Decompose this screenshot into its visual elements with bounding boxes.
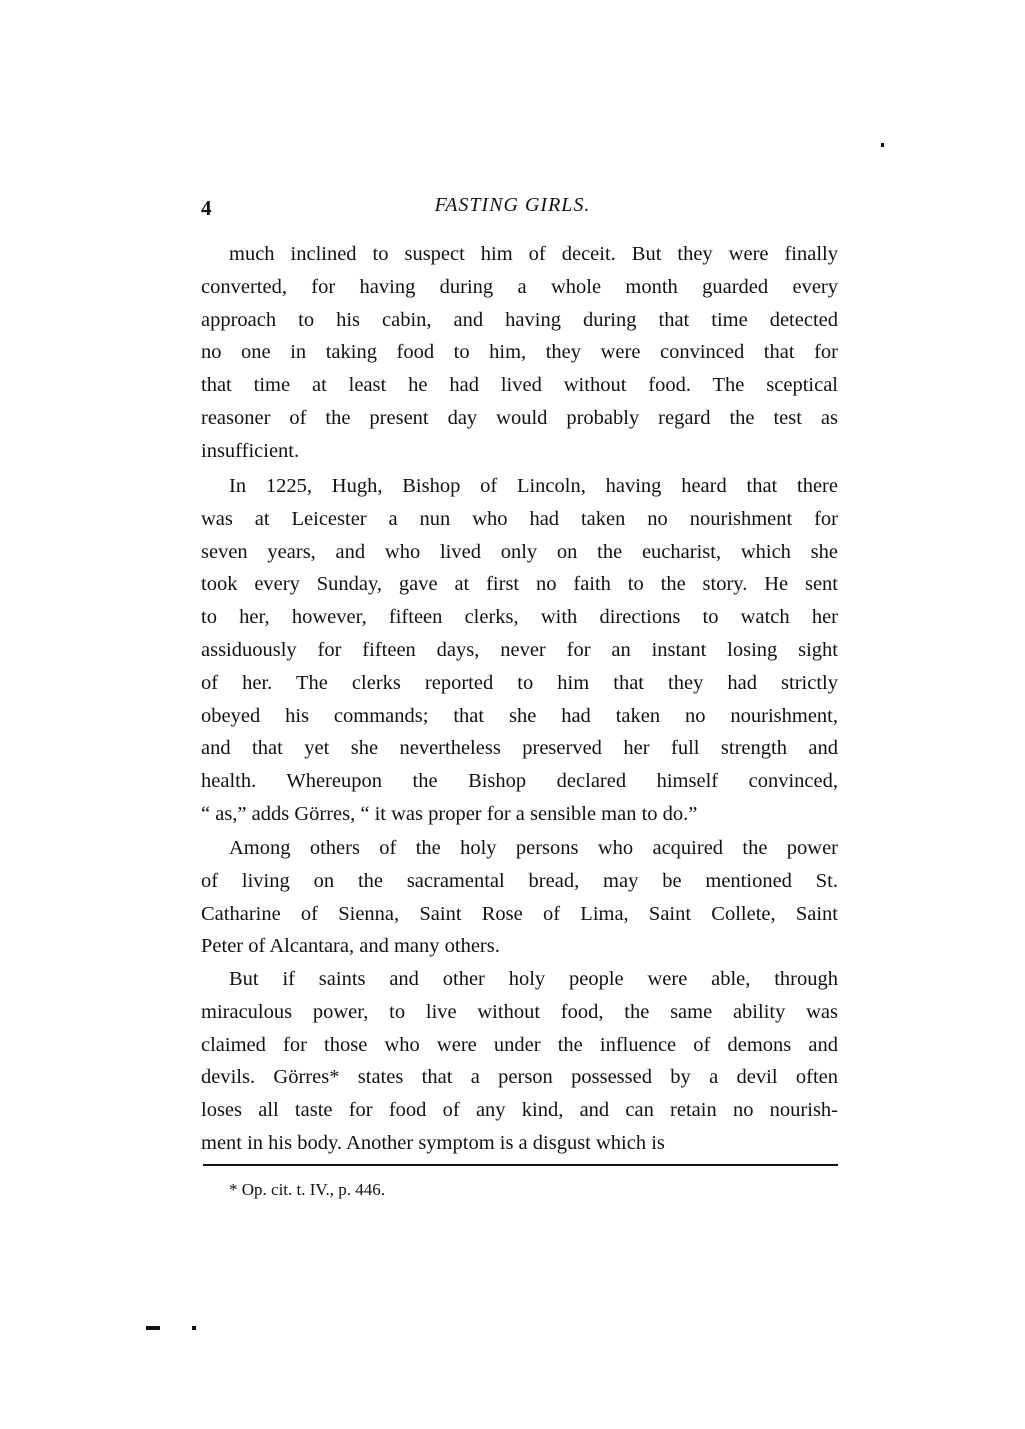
text-line: of living on the sacramental bread, may be mentioned St. — [201, 869, 838, 892]
text-line: converted, for having during a whole month guarded every — [201, 275, 838, 298]
scan-speck — [146, 1326, 160, 1330]
text-line: approach to his cabin, and having during that time detected — [201, 308, 838, 331]
running-title: FASTING GIRLS. — [434, 194, 591, 216]
text-line: that time at least he had lived without food. The sceptical — [201, 374, 838, 397]
text-line: seven years, and who lived only on the eucharist, which she — [201, 540, 838, 563]
text-line: no one in taking food to him, they were convinced that for — [201, 341, 838, 364]
text-line: In 1225, Hugh, Bishop of Lincoln, having heard that there — [229, 475, 838, 497]
text-line: Peter of Alcantara, and many others. — [201, 935, 500, 958]
text-line: loses all taste for food of any kind, and can retain no nourish- — [201, 1099, 838, 1122]
text-line: Among others of the holy persons who acquired the power — [229, 837, 838, 859]
text-line: assiduously for fifteen days, never for an instant losing sight — [201, 639, 838, 661]
text-line: claimed for those who were under the influence of demons and — [201, 1033, 838, 1056]
text-line: took every Sunday, gave at first no faith to the story. He sent — [201, 573, 838, 596]
text-line: insufficient. — [201, 439, 300, 462]
page-number: 4 — [201, 196, 212, 220]
text-line: health. Whereupon the Bishop declared himself convinced, — [201, 770, 838, 793]
footnote-divider — [203, 1164, 838, 1166]
footnote: * Op. cit. t. IV., p. 446. — [229, 1180, 385, 1199]
scan-speck — [881, 143, 884, 147]
scan-speck — [192, 1326, 196, 1330]
text-line: to her, however, fifteen clerks, with directions to watch her — [201, 606, 838, 629]
text-line: much inclined to suspect him of deceit. But they were finally — [229, 243, 838, 265]
text-line: miraculous power, to live without food, the same ability was — [201, 1000, 838, 1023]
text-line: Catharine of Sienna, Saint Rose of Lima, Saint Collete, Saint — [201, 902, 838, 925]
text-line: “ as,” adds Görres, “ it was proper for a sensible man to do.” — [201, 803, 698, 825]
text-line: devils. Görres* states that a person possessed by a devil often — [201, 1066, 838, 1089]
text-line: obeyed his commands; that she had taken no nourishment, — [201, 704, 838, 727]
text-line: ment in his body. Another symptom is a disgust which is — [201, 1132, 665, 1154]
text-line: of her. The clerks reported to him that they had strictly — [201, 671, 838, 694]
text-line: and that yet she nevertheless preserved her full strength and — [201, 737, 838, 760]
text-line: But if saints and other holy people were able, through — [229, 968, 838, 990]
text-line: reasoner of the present day would probably regard the test as — [201, 407, 838, 429]
text-line: was at Leicester a nun who had taken no nourishment for — [201, 507, 838, 530]
